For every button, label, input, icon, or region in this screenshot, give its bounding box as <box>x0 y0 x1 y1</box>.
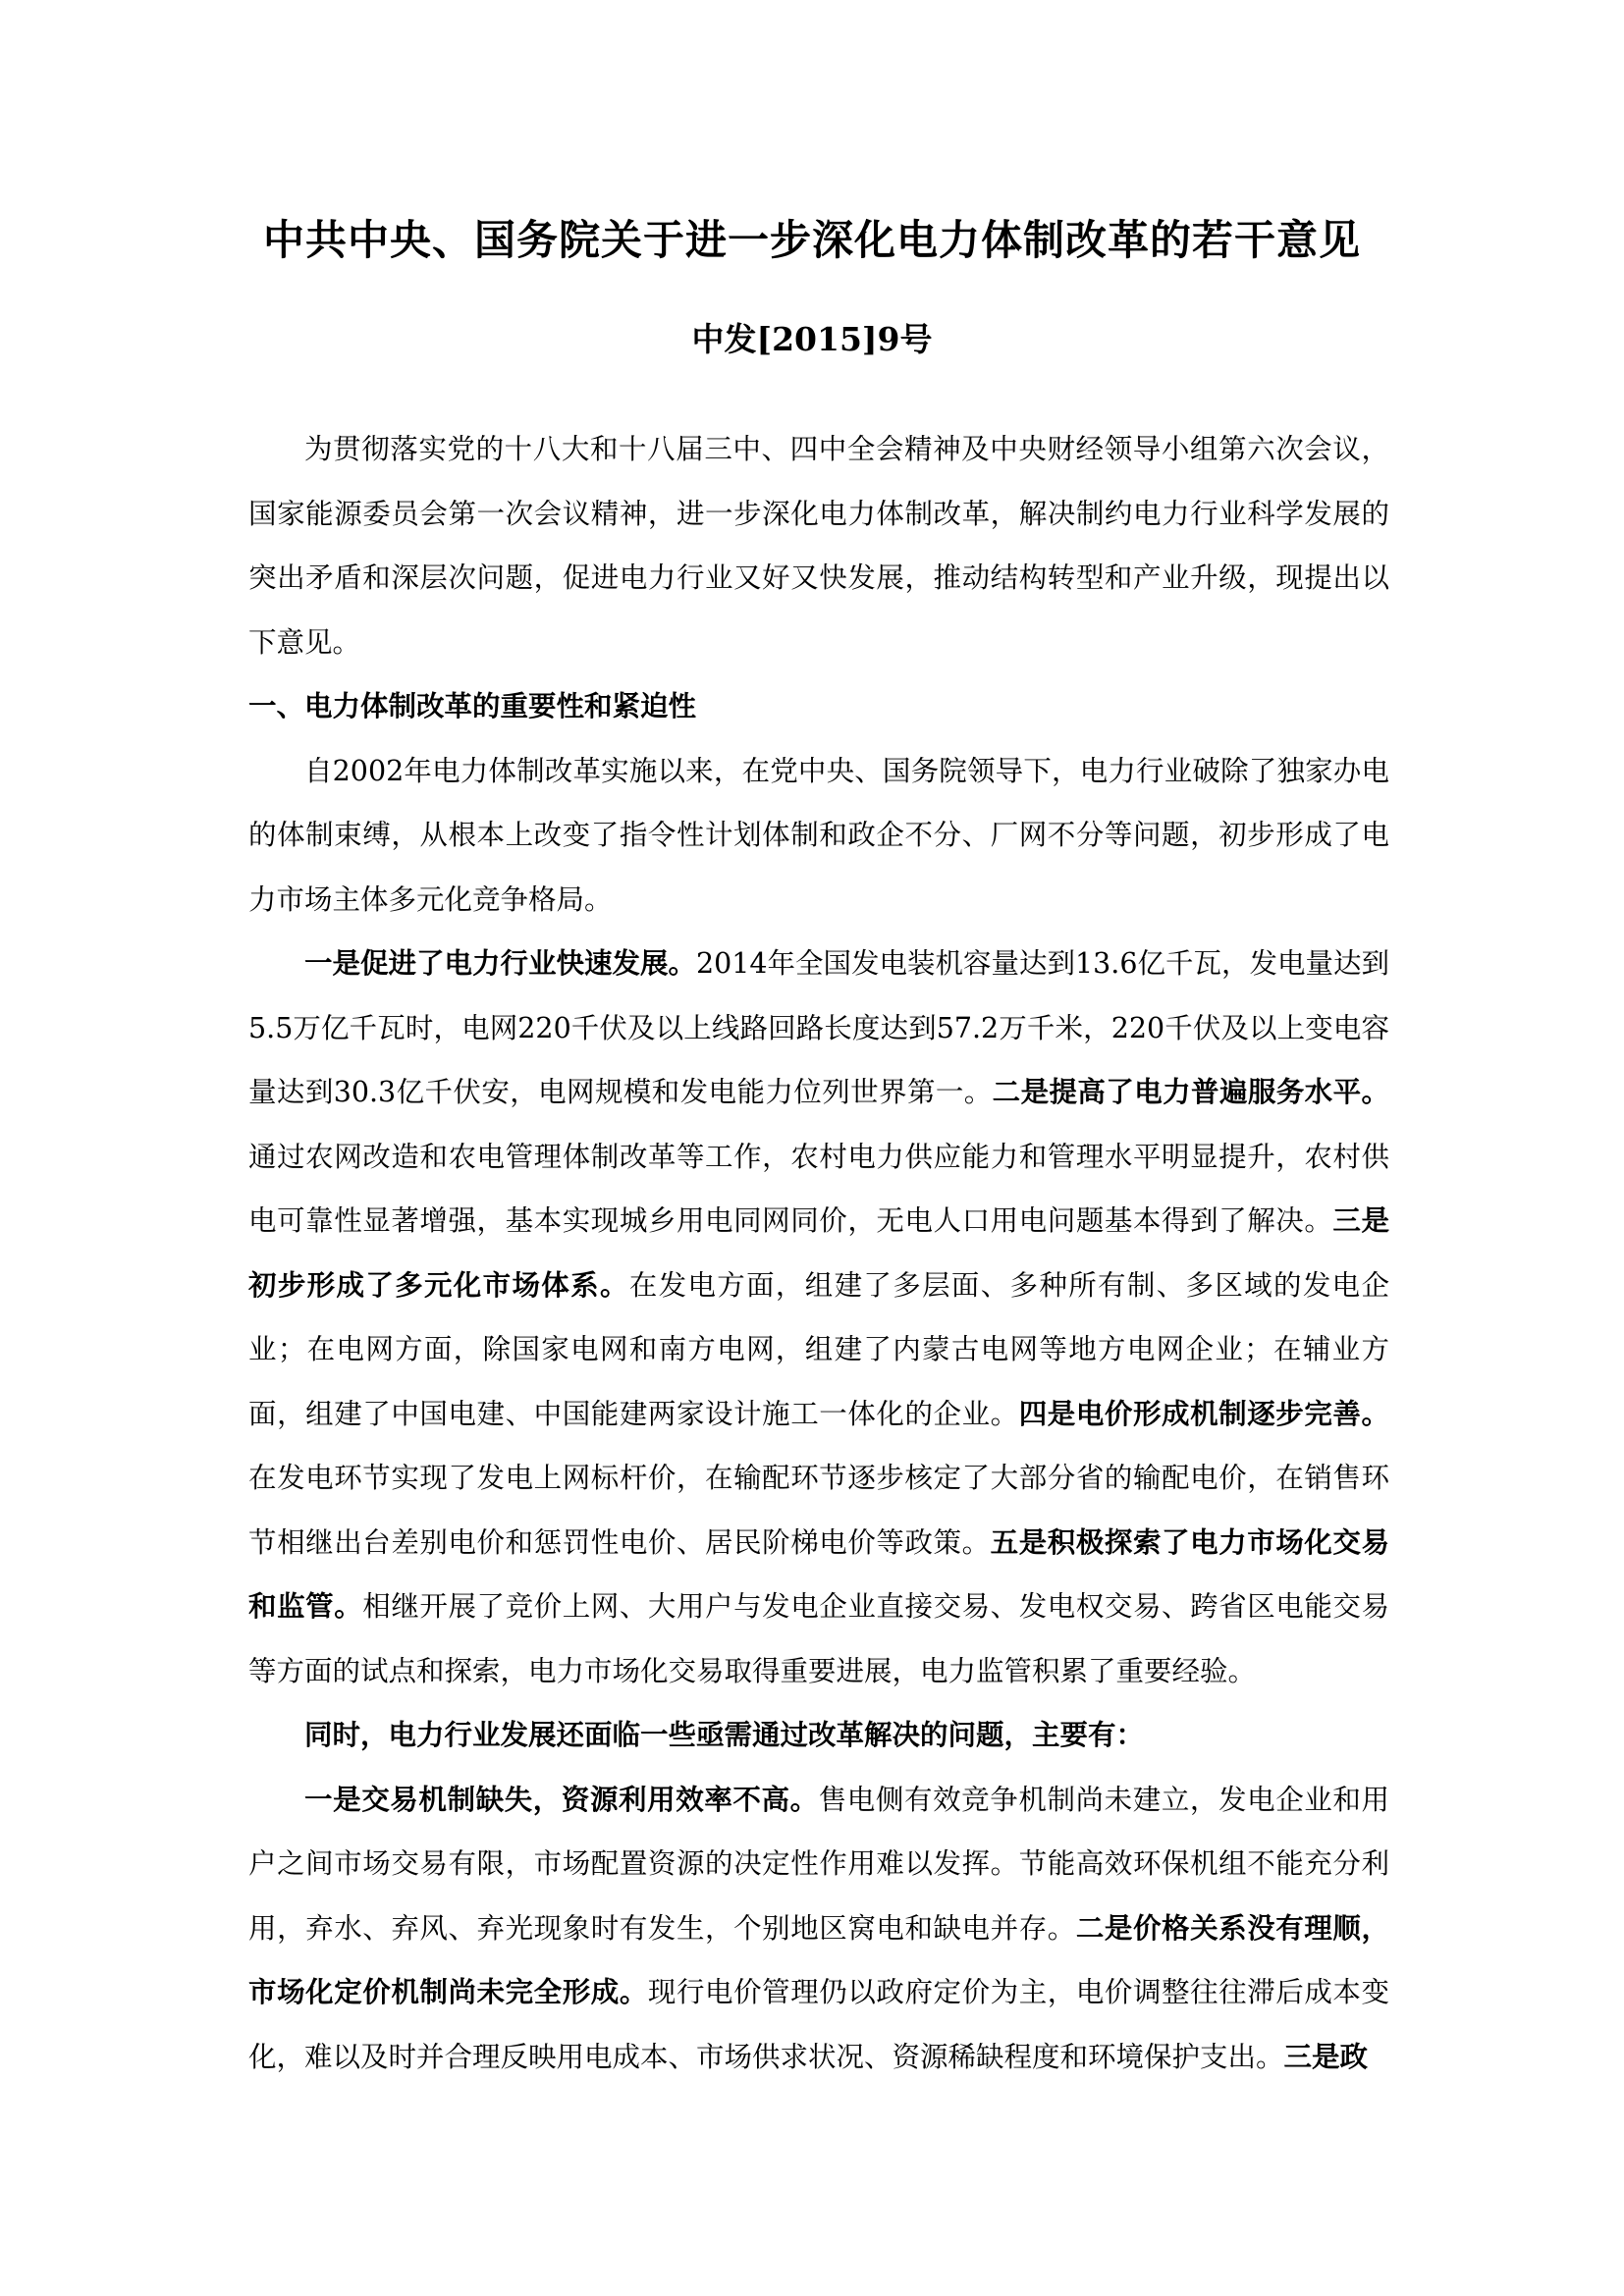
text-run: 现行电价管理仍以政府定价为主，电价调整往往滞后成本变化，难以及时并合理反映用电成本、市场供求状况、资源稀缺程度和环境保护支出。 <box>248 1976 1389 2073</box>
text-run: 通过农网改造和农电管理体制改革等工作，农村电力供应能力和管理水平明显提升，农村供电可靠性显著增强，基本实现城乡用电同网同价，无电人口用电问题基本得到了解决。 <box>248 1140 1389 1237</box>
section-heading: 一、电力体制改革的重要性和紧迫性 <box>248 690 697 722</box>
document-title: 中共中央、国务院关于进一步深化电力体制改革的若干意见 <box>262 216 1361 264</box>
intro-paragraph: 为贯彻落实党的十八大和十八届三中、四中全会精神及中央财经领导小组第六次会议，国家能源委员会第一次会议精神，进一步深化电力体制改革，解决制约电力行业科学发展的突出矛盾和深层次问题，促进电力行业又好又快发展，推动结构转型和产业升级，现提出以下意见。 <box>248 433 1389 659</box>
bold-phrase: 四是电价形成机制逐步完善。 <box>1018 1397 1389 1430</box>
bold-phrase: 五是积极探索了电力市场化交易和监管。 <box>248 1525 1389 1623</box>
document-body <box>248 417 1389 2089</box>
bold-phrase: 三是初步形成了多元化市场体系。 <box>248 1204 1389 1302</box>
bold-phrase: 一是促进了电力行业快速发展。 <box>304 947 697 980</box>
bold-phrase: 二是价格关系没有理顺，市场化定价机制尚未完全形成。 <box>248 1911 1389 2008</box>
paragraph-problems-intro: 同时，电力行业发展还面临一些亟需通过改革解决的问题，主要有： <box>304 1719 1145 1751</box>
bold-phrase: 二是提高了电力普遍服务水平。 <box>992 1076 1389 1108</box>
paragraph-problems <box>248 1768 1389 2090</box>
bold-phrase: 三是政 <box>1283 2040 1369 2073</box>
text-run: 相继开展了竞价上网、大用户与发电企业直接交易、发电权交易、跨省区电能交易等方面的试点和探索，电力市场化交易取得重要进展，电力监管积累了重要经验。 <box>248 1590 1389 1687</box>
paragraph-achievements <box>248 932 1389 1703</box>
text-run: 在发电环节实现了发电上网标杆价，在输配环节逐步核定了大部分省的输配电价，在销售环节相继出台差别电价和惩罚性电价、居民阶梯电价等政策。 <box>248 1462 1389 1559</box>
document-number: 中发[2015]9号 <box>691 320 933 358</box>
paragraph-reform-history: 自2002年电力体制改革实施以来，在党中央、国务院领导下，电力行业破除了独家办电的体制束缚，从根本上改变了指令性计划体制和政企不分、厂网不分等问题，初步形成了电力市场主体多元化竞争格局。 <box>248 754 1389 916</box>
text-run: 在发电方面，组建了多层面、多种所有制、多区域的发电企业；在电网方面，除国家电网和南方电网，组建了内蒙古电网等地方电网企业；在辅业方面，组建了中国电建、中国能建两家设计施工一体化的企业。 <box>248 1268 1389 1430</box>
text-run: 售电侧有效竞争机制尚未建立，发电企业和用户之间市场交易有限，市场配置资源的决定性作用难以发挥。节能高效环保机组不能充分利用，弃水、弃风、弃光现象时有发生，个别地区窝电和缺电并存。 <box>248 1783 1389 1945</box>
bold-phrase: 一是交易机制缺失，资源利用效率不高。 <box>304 1783 819 1816</box>
text-run: 2014年全国发电装机容量达到13.6亿千瓦，发电量达到5.5万亿千瓦时，电网220千伏及以上线路回路长度达到57.2万千米，220千伏及以上变电容量达到30.3亿千伏安，电网规模和发电能力位列世界第一。 <box>248 947 1390 1108</box>
